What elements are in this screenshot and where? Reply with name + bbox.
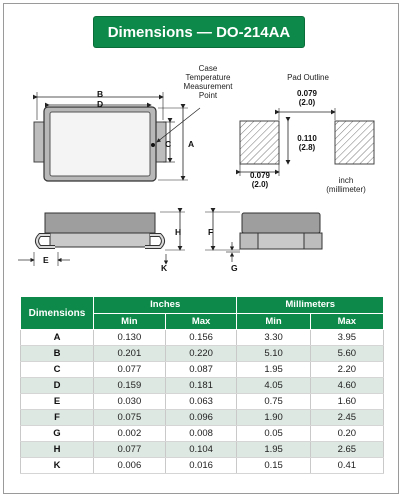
inch-max-cell: 0.104: [165, 442, 237, 458]
table-row: [21, 458, 384, 474]
pad-spacing-value: [290, 89, 324, 107]
case-temp-line-2: Temperature: [185, 73, 231, 82]
dim-letter-a: A: [188, 139, 195, 149]
mm-min-cell: 1.95: [237, 362, 310, 378]
inch-max-cell: 0.087: [165, 362, 237, 378]
dim-letter-k: K: [161, 263, 168, 273]
table-row: [21, 426, 384, 442]
mm-min-cell: 0.75: [237, 394, 310, 410]
inch-min-cell: 0.030: [94, 394, 166, 410]
table-row: [21, 394, 384, 410]
table-row: [21, 378, 384, 394]
dim-letter-e: E: [43, 255, 49, 265]
case-temp-label: [178, 64, 238, 100]
table-row: [21, 410, 384, 426]
table-row: [21, 330, 384, 346]
subheader-inch-min: Min: [94, 313, 166, 330]
pad-height-value: [290, 134, 324, 152]
dim-letter-f: F: [208, 227, 214, 237]
dimension-cell: F: [21, 410, 94, 426]
pad-top-mm: (2.0): [298, 98, 316, 107]
inch-min-cell: 0.159: [94, 378, 166, 394]
case-temp-line-3: Measurement: [183, 82, 233, 91]
mm-min-cell: 5.10: [237, 346, 310, 362]
mm-min-cell: 0.05: [237, 426, 310, 442]
inch-min-cell: 0.002: [94, 426, 166, 442]
dim-letter-g: G: [231, 263, 238, 273]
inch-max-cell: 0.008: [165, 426, 237, 442]
dimensions-table: [20, 296, 384, 474]
dimension-cell: K: [21, 458, 94, 474]
mm-max-cell: 5.60: [310, 346, 383, 362]
unit-mm: (millimeter): [326, 185, 366, 194]
dimension-cell: C: [21, 362, 94, 378]
case-temp-line-1: Case: [198, 64, 218, 73]
mm-min-cell: 1.90: [237, 410, 310, 426]
mm-max-cell: 4.60: [310, 378, 383, 394]
inch-max-cell: 0.096: [165, 410, 237, 426]
mm-min-cell: 1.95: [237, 442, 310, 458]
side-view: [37, 213, 163, 247]
pad-mid-inch: 0.110: [297, 134, 317, 143]
mm-min-cell: 4.05: [237, 378, 310, 394]
pad-bottom-inch: 0.079: [249, 171, 271, 180]
mm-max-cell: 1.60: [310, 394, 383, 410]
table-row: [21, 362, 384, 378]
pad-top-inch: 0.079: [296, 89, 318, 98]
dim-letter-c: C: [165, 139, 172, 149]
top-view: [34, 107, 166, 181]
mm-max-cell: 0.41: [310, 458, 383, 474]
inch-min-cell: 0.077: [94, 362, 166, 378]
page-title: Dimensions — DO-214AA: [107, 23, 291, 41]
header-millimeters: Millimeters: [237, 297, 384, 314]
inch-min-cell: 0.130: [94, 330, 166, 346]
pad-outline-label: Pad Outline: [287, 73, 329, 82]
subheader-mm-min: Min: [237, 313, 310, 330]
header-inches: Inches: [94, 297, 237, 314]
dimension-cell: G: [21, 426, 94, 442]
dimension-cell: A: [21, 330, 94, 346]
unit-inch: inch: [338, 176, 354, 185]
dim-letter-h: H: [175, 227, 182, 237]
mm-max-cell: 2.20: [310, 362, 383, 378]
subheader-mm-max: Max: [310, 313, 383, 330]
mm-max-cell: 2.65: [310, 442, 383, 458]
dim-letter-b: B: [97, 89, 104, 99]
dimension-cell: D: [21, 378, 94, 394]
pad-width-value: [243, 171, 277, 189]
end-view: [240, 213, 322, 249]
dim-letter-d: D: [97, 99, 104, 109]
unit-legend: [320, 176, 372, 194]
table-row: [21, 442, 384, 458]
pad-bottom-mm: (2.0): [251, 180, 269, 189]
case-temp-line-4: Point: [198, 91, 218, 100]
inch-min-cell: 0.201: [94, 346, 166, 362]
dimension-cell: H: [21, 442, 94, 458]
mm-min-cell: 3.30: [237, 330, 310, 346]
inch-min-cell: 0.075: [94, 410, 166, 426]
mm-max-cell: 2.45: [310, 410, 383, 426]
header-dimensions: Dimensions: [21, 297, 94, 330]
table-row: [21, 346, 384, 362]
dimension-cell: E: [21, 394, 94, 410]
pad-mid-mm: (2.8): [298, 143, 316, 152]
inch-max-cell: 0.181: [165, 378, 237, 394]
inch-min-cell: 0.077: [94, 442, 166, 458]
mm-min-cell: 0.15: [237, 458, 310, 474]
mm-max-cell: 3.95: [310, 330, 383, 346]
inch-max-cell: 0.156: [165, 330, 237, 346]
dimensions-table-body: [21, 330, 384, 474]
mm-max-cell: 0.20: [310, 426, 383, 442]
dimension-cell: B: [21, 346, 94, 362]
inch-max-cell: 0.063: [165, 394, 237, 410]
inch-min-cell: 0.006: [94, 458, 166, 474]
subheader-inch-max: Max: [165, 313, 237, 330]
inch-max-cell: 0.016: [165, 458, 237, 474]
inch-max-cell: 0.220: [165, 346, 237, 362]
